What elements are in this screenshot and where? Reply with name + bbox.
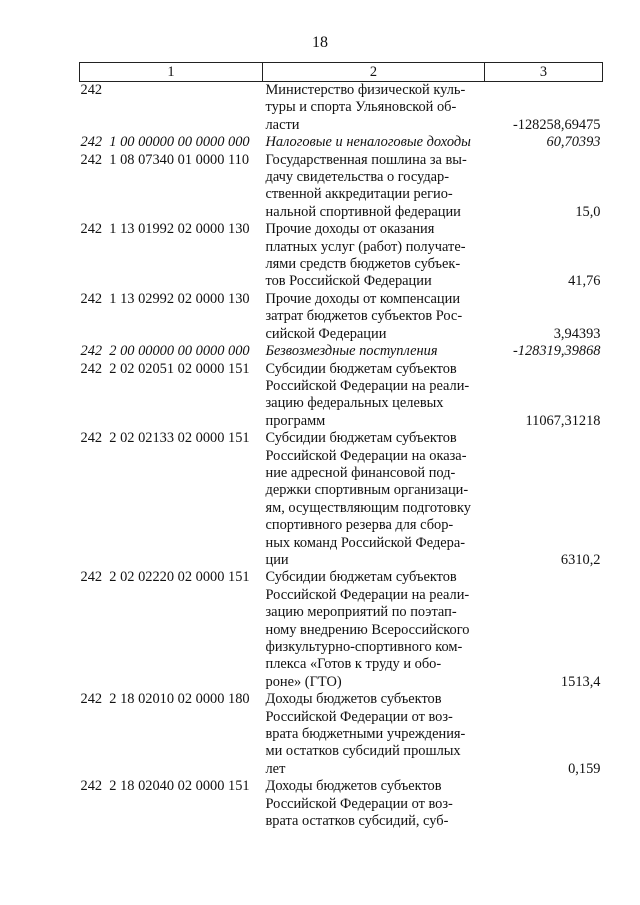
revenue-name-line: затрат бюджетов субъектов Рос- [265, 308, 463, 325]
revenue-name-cell [263, 343, 485, 360]
budget-code-cell: 242 2 00 00000 00 0000 000 [80, 343, 250, 360]
table-row [80, 691, 603, 778]
revenue-name-line: Российской Федерации на реали- [265, 586, 470, 603]
column-header-code: 1 [80, 63, 263, 82]
table-row [80, 82, 603, 135]
amount-cell: 11067,31218 [525, 412, 601, 429]
budget-code-cell: 242 1 00 00000 00 0000 000 [80, 134, 250, 151]
amount-cell: -128319,39868 [512, 343, 601, 360]
revenue-name-cell [263, 691, 485, 778]
revenue-name-line: тов Российской Федерации [265, 273, 432, 290]
revenue-name-line: ми остатков субсидий прошлых [265, 743, 461, 760]
revenue-name-line: ласти [265, 116, 300, 133]
revenue-name-line: роне» (ГТО) [265, 673, 342, 690]
revenue-name-line: держки спортивным организаци- [265, 482, 469, 499]
revenue-name-cell [263, 569, 485, 691]
revenue-name-line: ние адресной финансовой под- [265, 464, 456, 481]
revenue-name-cell [263, 221, 485, 291]
amount-cell: 41,76 [568, 273, 601, 290]
table-row [80, 221, 603, 291]
table-row [80, 361, 603, 431]
revenue-name-line: ных команд Российской Федера- [265, 534, 466, 551]
revenue-name-line: лями средств бюджетов субъек- [265, 256, 461, 273]
table-row [80, 291, 603, 343]
amount-cell: 60,70393 [546, 134, 601, 151]
revenue-name-line: Российской Федерации от воз- [265, 795, 453, 812]
revenue-name-line: Министерство физической куль- [265, 82, 466, 98]
revenue-name-line: врата остатков субсидий, суб- [265, 813, 449, 830]
revenue-name-line: дачу свидетельства о государ- [265, 169, 450, 186]
amount-cell [485, 778, 603, 830]
page-number: 18 [312, 34, 328, 51]
column-header-name: 2 [263, 63, 485, 82]
revenue-name-line: спортивного резерва для сбор- [265, 517, 454, 534]
amount-cell: 6310,2 [560, 551, 601, 568]
budget-code-cell: 242 2 02 02051 02 0000 151 [80, 360, 250, 377]
revenue-name-cell [263, 82, 485, 135]
budget-code-cell: 242 2 18 02010 02 0000 180 [80, 691, 250, 708]
revenue-name-line: сийской Федерации [265, 325, 387, 342]
table-row [80, 152, 603, 222]
table-row [80, 134, 603, 151]
revenue-name-line: Субсидии бюджетам субъектов [265, 430, 457, 447]
revenue-name-line: Безвозмездные поступления [265, 343, 438, 360]
revenue-name-line: Доходы бюджетов субъектов [265, 778, 442, 795]
table-row [80, 343, 603, 360]
amount-cell: -128258,69475 [512, 116, 601, 133]
revenue-name-line: Прочие доходы от оказания [265, 221, 435, 238]
budget-code-cell: 242 1 13 02992 02 0000 130 [80, 290, 250, 307]
revenue-name-line: Российской Федерации от воз- [265, 708, 453, 725]
revenue-name-line: ям, осуществляющим подготовку [265, 499, 471, 516]
revenue-table [79, 62, 603, 830]
revenue-name-line: Субсидии бюджетам субъектов [265, 360, 457, 377]
revenue-name-cell [263, 778, 485, 830]
revenue-name-line: программ [265, 412, 326, 429]
revenue-name-line: Российской Федерации на оказа- [265, 447, 467, 464]
revenue-name-line: лет [265, 760, 286, 777]
revenue-name-line: ному внедрению Всероссийского [265, 621, 470, 638]
revenue-name-cell [263, 430, 485, 569]
revenue-name-line: Налоговые и неналоговые доходы [265, 134, 471, 151]
amount-cell: 1513,4 [560, 673, 601, 690]
revenue-name-line: туры и спорта Ульяновской об- [265, 99, 457, 116]
revenue-name-cell [263, 134, 485, 151]
revenue-name-line: Доходы бюджетов субъектов [265, 691, 442, 708]
revenue-name-line: врата бюджетными учреждения- [265, 726, 466, 743]
revenue-name-line: Прочие доходы от компенсации [265, 290, 461, 307]
table-body [80, 82, 603, 831]
revenue-name-line: ции [265, 551, 289, 568]
revenue-name-line: зацию мероприятий по поэтап- [265, 604, 457, 621]
revenue-name-line: Государственная пошлина за вы- [265, 151, 467, 168]
revenue-name-line: физкультурно-спортивного ком- [265, 639, 463, 655]
budget-code-cell: 242 2 18 02040 02 0000 151 [80, 778, 250, 795]
budget-code-cell: 242 [80, 82, 103, 98]
table-row [80, 778, 603, 830]
amount-cell: 0,159 [568, 760, 601, 777]
revenue-name-line: нальной спортивной федерации [265, 203, 461, 220]
column-header-amount: 3 [485, 63, 603, 82]
table-row [80, 430, 603, 569]
revenue-name-line: зацию федеральных целевых [265, 395, 444, 412]
table-row [80, 569, 603, 691]
revenue-name-line: Российской Федерации на реали- [265, 377, 470, 394]
revenue-name-line: платных услуг (работ) получате- [265, 238, 466, 255]
budget-code-cell: 242 1 13 01992 02 0000 130 [80, 221, 250, 238]
revenue-name-cell [263, 152, 485, 222]
budget-code-cell: 242 2 02 02220 02 0000 151 [80, 569, 250, 586]
amount-cell: 15,0 [575, 203, 601, 220]
budget-code-cell: 242 2 02 02133 02 0000 151 [80, 430, 250, 447]
budget-code-cell: 242 1 08 07340 01 0000 110 [80, 151, 250, 168]
amount-cell: 3,94393 [553, 325, 601, 342]
revenue-name-cell [263, 291, 485, 343]
revenue-name-line: плекса «Готов к труду и обо- [265, 656, 442, 673]
revenue-name-line: ственной аккредитации регио- [265, 186, 453, 203]
table-header-row [80, 63, 603, 82]
revenue-name-cell [263, 361, 485, 431]
revenue-name-line: Субсидии бюджетам субъектов [265, 569, 457, 586]
